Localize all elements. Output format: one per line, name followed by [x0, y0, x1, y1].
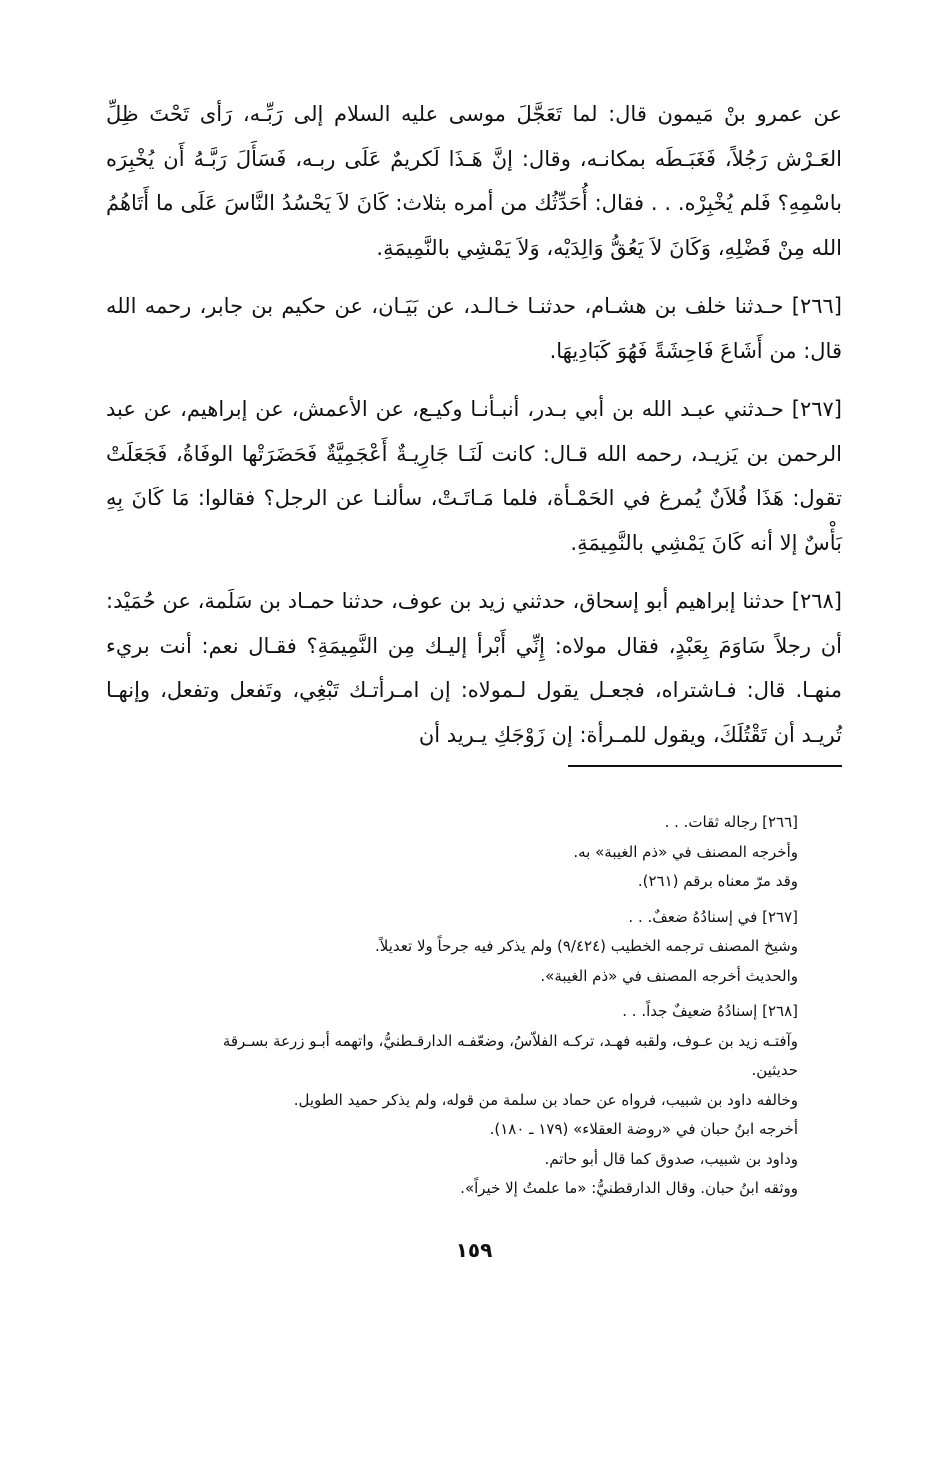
footnote-line: [٢٦٦] رجاله ثقات. . . — [664, 813, 798, 831]
footnote-line: وأخرجه المصنف في «ذم الغيبة» به. — [573, 842, 798, 861]
footnote-line: وداود بن شبيب، صدوق كما قال أبو حاتم. — [544, 1149, 798, 1168]
footnote-line: أخرجه ابنُ حبان في «روضة العقلاء» (١٧٩ ـ ١٨٠). — [489, 1120, 798, 1138]
main-text — [106, 92, 842, 771]
paragraph-268: [٢٦٨] حدثنا إبراهيم أبو إسحاق، حدثني زيد بن عوف، حدثنا حمـاد بن سَلَمة، عن حُمَيْد: أن رجلاً سَاوَمَ بِعَبْدٍ، فقال مولاه: إِنِّي أَبْرأ إليـك مِن النَّمِيمَةِ؟ فقـال نعم: أنت بريء منهـا. قال: فـاشتراه، فجعـل يقول لـمولاه: إن امـرأتـك تَبْغِي، وتَفعل وتفعل، وإنهـا تُريـد أن تَقْتُلَكَ، ويقول للمـرأة: إن زَوْجَكِ يـريد أن — [106, 589, 842, 747]
footnote-line: والحديث أخرجه المصنف في «ذم الغيبة». — [540, 966, 798, 985]
footnote-group-266 — [106, 808, 798, 897]
footnote-line: وشيخ المصنف ترجمه الخطيب (٩/٤٢٤) ولم يذكر فيه جرحاً ولا تعديلاً. — [375, 937, 798, 955]
paragraph-266: [٢٦٦] حـدثنا خلف بن هشـام، حدثنـا خـالـد، عن بَيَـان، عن حكيم بن جابر، رحمه الله قال: من أَشَاعَ فَاحِشَةً فَهُوَ كَبَادِيهَا. — [106, 294, 842, 363]
footnote-line: حديثين. — [751, 1061, 798, 1079]
footnote-separator — [568, 765, 842, 767]
footnote-line: وآفتـه زيد بن عـوف، ولقبه فهـد، تركـه الفلاّسُ، وضعّفـه الدارقـطنيُّ، واتهمه أبـو زرعة بسـرقة — [222, 1031, 798, 1050]
footnote-line: [٢٦٧] في إسنادُهُ ضعفٌ. . . — [628, 907, 798, 926]
footnote-line: ووثقه ابنُ حبان. وقال الدارقطنيُّ: «ما علمتُ إلا خيراً». — [460, 1179, 798, 1197]
paragraph-267: [٢٦٧] حـدثني عبـد الله بن أبي بـدر، أنبـأنـا وكيـع، عن الأعمش، عن إبراهيم، عن عبد الرحمن بن يَزيـد، رحمه الله قـال: كانت لَنَـا جَارِيـةٌ أَعْجَمِيَّةٌ فَحَضَرَتْها الوفَاةُ، فَجَعَلَتْ تقول: هَذَا فُلاَنٌ يُمرغ في الحَمْـأة، فلما مَـاتَـتْ، سألنـا عن الرجل؟ فقالوا: مَا كَانَ بِهِ بَأْسٌ إلا أنه كَانَ يَمْشِي بالنَّمِيمَةِ. — [106, 397, 842, 555]
footnote-line: [٢٦٨] إسنادُهُ ضعيفٌ جداً. . . — [622, 1002, 798, 1020]
paragraph-intro: عن عمرو بنْ مَيمون قال: لما تَعَجَّلَ موسى عليه السلام إلى رَبِّـه، رَأى تَحْتَ ظِلِّ العَـرْش رَجُلاً، فَغَبَـطَه بمكانـه، وقال: إنَّ هَـذَا لَكريمٌ عَلَى ربـه، فَسَأَلَ رَبَّـهُ أَن يُخْبِرَه باسْمِهِ؟ فَلم يُخْبِرْه. . . فقال: أُحَدِّثُك من أمره بثلاث: كَانَ لاَ يَحْسُدُ النَّاسَ عَلَى ما أَتَاهُمُ الله مِنْ فَضْلِهِ، وَكَانَ لاَ يَعُقُّ وَالِدَيْه، وَلاَ يَمْشِي بالنَّمِيمَةِ. — [106, 102, 842, 260]
footnote-line: وخالفه داود بن شبيب، فرواه عن حماد بن سلمة من قوله، ولم يذكر حميد الطويل. — [293, 1090, 798, 1109]
footnote-group-267 — [106, 903, 798, 992]
footnote-line: وقد مرّ معناه برقم (٢٦١). — [637, 872, 798, 890]
footnote-group-268 — [106, 997, 798, 1204]
page-number: ١٥٩ — [455, 1238, 493, 1262]
footnotes — [106, 808, 798, 1210]
